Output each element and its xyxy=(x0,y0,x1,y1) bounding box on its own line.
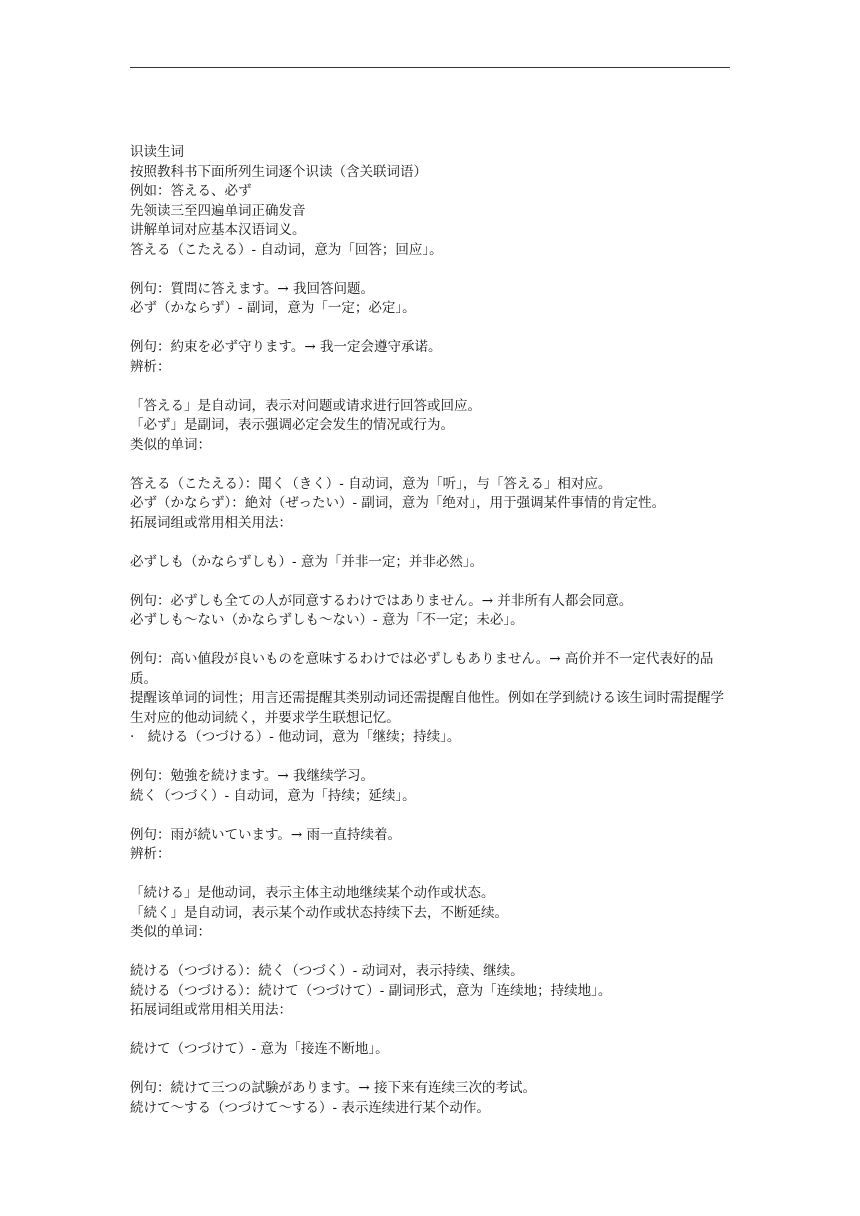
text-line: 必ず（かならず）：絶対（ぜったい）- 副词，意为「绝对」，用于强调某件事情的肯定性。 xyxy=(130,495,666,511)
text-line: 続く（つづく）- 自动词，意为「持续；延续」。 xyxy=(130,787,416,804)
text-line: 「必ず」是副词，表示强调必定会发生的情况或行为。 xyxy=(130,417,454,433)
text-line: 答える（こたえる）：聞く（きく）- 自动词，意为「听」，与「答える」相对应。 xyxy=(130,475,612,492)
text-line: 拓展词组或常用相关用法： xyxy=(130,514,292,531)
text-line: 必ずしも（かならずしも）- 意为「并非一定；并非必然」。 xyxy=(130,553,484,570)
text-line: 讲解单词对应基本汉语词义。 xyxy=(130,222,306,238)
blank-line xyxy=(130,748,730,768)
text-line: 先领读三至四遍单词正确发音 xyxy=(130,202,306,219)
text-line: 例句：雨が続いています。→ 雨一直持续着。 xyxy=(130,826,402,843)
blank-line xyxy=(130,806,730,826)
blank-line xyxy=(130,1021,730,1041)
header-rule xyxy=(130,67,730,68)
text-line: 続けて～する（つづけて～する）- 表示连续进行某个动作。 xyxy=(130,1099,490,1116)
text-line: 类似的单词： xyxy=(130,924,211,940)
text-line: 答える（こたえる）- 自动词，意为「回答；回应」。 xyxy=(130,241,443,258)
blank-line xyxy=(130,631,730,651)
text-line: 必ずしも～ない（かならずしも～ない）- 意为「不一定；未必」。 xyxy=(130,612,524,628)
blank-line xyxy=(130,455,730,475)
blank-line xyxy=(130,260,730,280)
blank-line xyxy=(130,319,730,339)
text-line: 辨析： xyxy=(130,358,171,375)
text-line: 提醒该单词的词性；用言还需提醒其类别动词还需提醒自他性。例如在学到続ける该生词时需提醒学生对应的他动词続く，并要求学生联想记忆。 xyxy=(130,690,724,726)
text-line: 拓展词组或常用相关用法： xyxy=(130,1002,292,1018)
text-line: 続ける（つづける）：続けて（つづけて）- 副词形式，意为「连续地；持续地」。 xyxy=(130,982,612,999)
text-line: 例句：勉強を続けます。→ 我继续学习。 xyxy=(130,768,375,784)
text-line: 例句：続けて三つの試験があります。→ 接下来有连续三次的考试。 xyxy=(130,1080,537,1096)
text-line: 类似的单词： xyxy=(130,436,211,453)
text-line: 例句：質問に答えます。→ 我回答问题。 xyxy=(130,280,375,297)
text-line: 続ける（つづける）：続く（つづく）- 动词对，表示持续、继续。 xyxy=(130,963,524,979)
text-line: 按照教科书下面所列生词逐个识读（含关联词语） xyxy=(130,163,427,180)
blank-line xyxy=(130,377,730,397)
text-line: 例句：必ずしも全ての人が同意するわけではありません。→ 并非所有人都会同意。 xyxy=(130,592,633,609)
text-line: 「続く」是自动词，表示某个动作或状态持续下去，不断延续。 xyxy=(130,904,508,921)
text-line: 辨析： xyxy=(130,846,171,862)
text-line: · 続ける（つづける）- 他动词，意为「继续；持续」。 xyxy=(130,729,461,745)
document-body xyxy=(130,143,730,1118)
blank-line xyxy=(130,533,730,553)
text-line: 识读生词 xyxy=(130,144,184,160)
blank-line xyxy=(130,1060,730,1080)
text-line: 例如：答える、必ず xyxy=(130,183,252,199)
text-line: 「続ける」是他动词，表示主体主动地继续某个动作或状态。 xyxy=(130,885,495,901)
blank-line xyxy=(130,865,730,885)
blank-line xyxy=(130,572,730,592)
text-line: 例句：約束を必ず守ります。→ 我一定会遵守承诺。 xyxy=(130,339,442,355)
text-line: 「答える」是自动词，表示对问题或请求进行回答或回应。 xyxy=(130,397,481,414)
text-line: 例句：高い値段が良いものを意味するわけでは必ずしもありません。→ 高价并不一定代表好的品质。 xyxy=(130,651,714,687)
text-line: 続けて（つづけて）- 意为「接连不断地」。 xyxy=(130,1041,389,1057)
text-line: 必ず（かならず）- 副词，意为「一定；必定」。 xyxy=(130,300,416,316)
blank-line xyxy=(130,943,730,963)
